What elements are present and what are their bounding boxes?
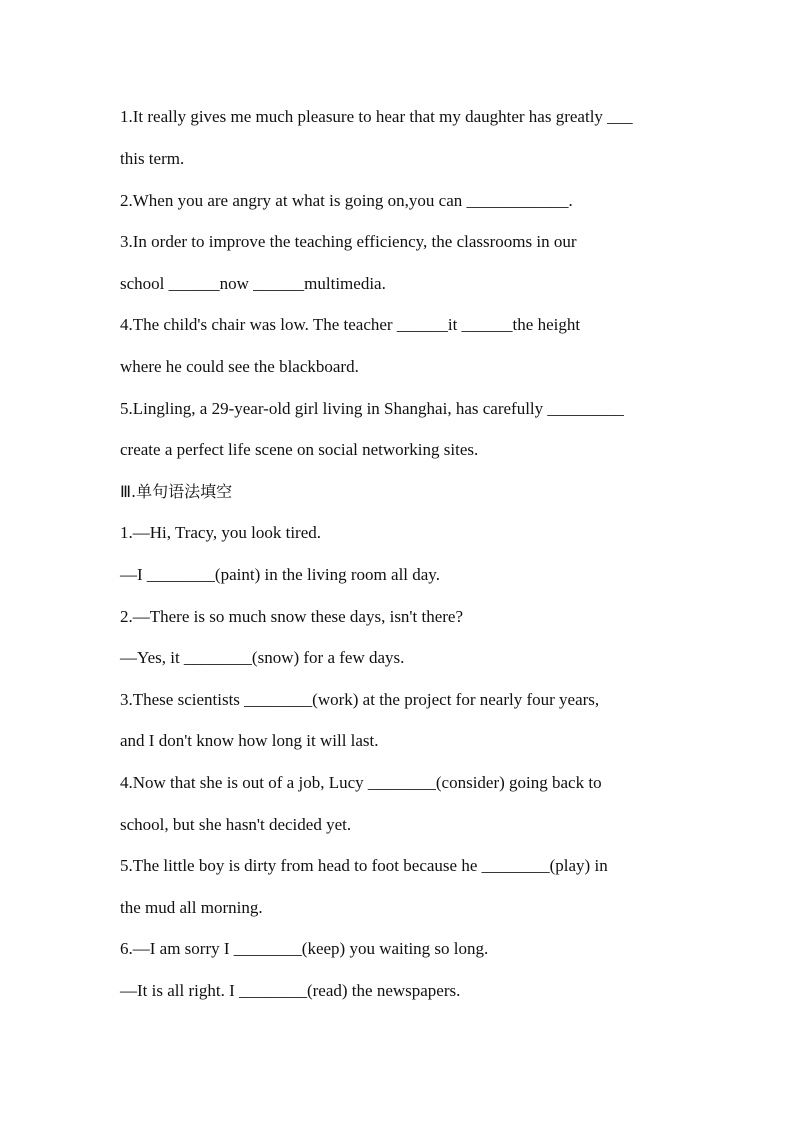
exercise-2-item-1-line-1: 1.It really gives me much pleasure to hear that my daughter has greatly ___ [120,107,633,126]
exercise-3-item-3-line-2: and I don't know how long it will last. [120,731,379,750]
exercise-2-item-3-line-1: 3.In order to improve the teaching efficiency, the classrooms in our [120,232,577,251]
exercise-2-item-5-line-2: create a perfect life scene on social networking sites. [120,440,479,459]
exercise-3-item-5-line-1: 5.The little boy is dirty from head to foot because he ________(play) in [120,856,608,875]
exercise-3-item-3-line-1: 3.These scientists ________(work) at the project for nearly four years, [120,690,600,709]
exercise-2-item-4-line-1: 4.The child's chair was low. The teacher ______it ______the height [120,315,581,334]
exercise-3-item-4-line-1: 4.Now that she is out of a job, Lucy ________(consider) going back to [120,773,602,792]
exercise-2-item-4-line-2: where he could see the blackboard. [120,357,359,376]
exercise-3-item-4-line-2: school, but she hasn't decided yet. [120,815,352,834]
section-heading: Ⅲ.单句语法填空 [120,482,233,501]
exercise-2-item-5-line-1: 5.Lingling, a 29-year-old girl living in Shanghai, has carefully _________ [120,399,624,418]
exercise-3-item-2-line-1: 2.—There is so much snow these days, isn't there? [120,607,463,626]
exercise-3-item-6-line-1: 6.—I am sorry I ________(keep) you waiting so long. [120,939,489,958]
exercise-2-item-2: 2.When you are angry at what is going on,you can ____________. [120,191,573,210]
exercise-3-item-1-line-2: —I ________(paint) in the living room all day. [120,565,440,584]
exercise-3-item-2-line-2: —Yes, it ________(snow) for a few days. [120,648,405,667]
exercise-2-item-3-line-2: school ______now ______multimedia. [120,274,386,293]
exercise-3-item-5-line-2: the mud all morning. [120,898,263,917]
exercise-3-item-1-line-1: 1.—Hi, Tracy, you look tired. [120,523,322,542]
exercise-3-item-6-line-2: —It is all right. I ________(read) the newspapers. [120,981,461,1000]
exercise-2-item-1-line-2: this term. [120,149,185,168]
